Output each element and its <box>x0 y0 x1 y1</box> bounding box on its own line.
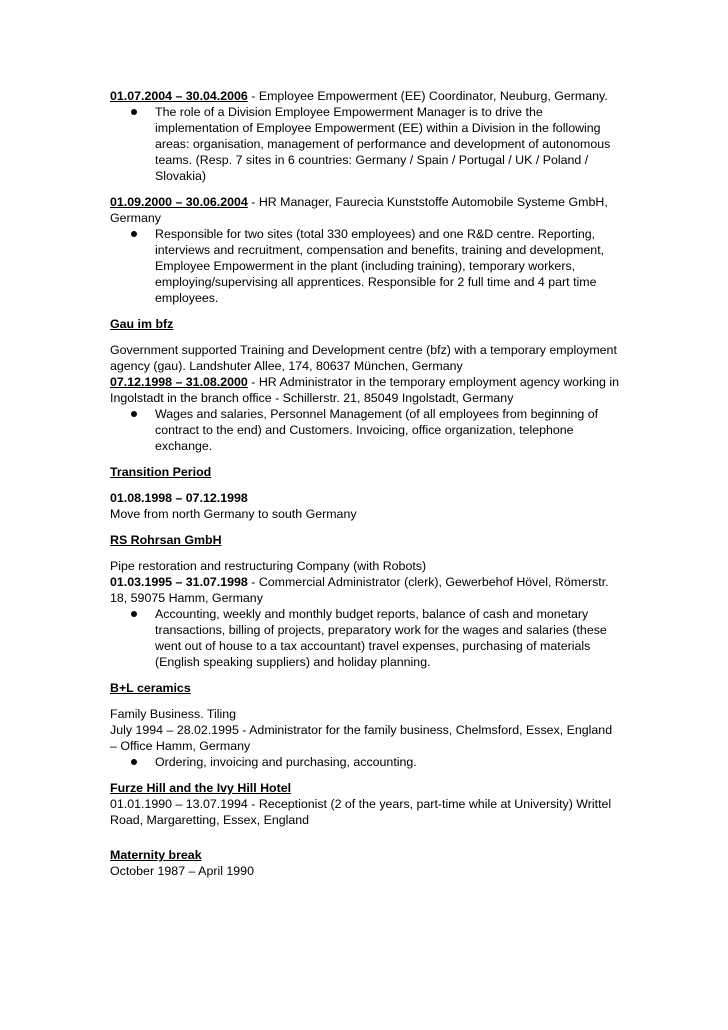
entry-title: July 1994 – 28.02.1995 - Administrator for the family business, Chelmsford, Essex, England – Office Hamm, Germany <box>110 723 613 753</box>
company-description: Family Business. Tiling <box>110 707 237 721</box>
entry-gau <box>110 342 622 454</box>
entry-date: 01.07.2004 – 30.04.2006 <box>110 89 248 103</box>
entry-transition <box>110 490 622 522</box>
list-item: The role of a Division Employee Empowerment Manager is to drive the implementation of Employee Empowerment (EE) within a Division in the following areas: organisation, management of performance and development of autonomous teams. (Resp. 7 sites in 6 countries: Germany / Spain / Portugal / UK / Poland / Slovakia) <box>110 104 622 184</box>
entry-maternity <box>110 847 622 879</box>
entry-date: 01.03.1995 – 31.07.1998 <box>110 575 248 589</box>
entry-title: - HR Manager, Faurecia Kunststoffe Automobile Systeme GmbH, Germany <box>110 195 608 225</box>
company-description: Government supported Training and Development centre (bfz) with a temporary employment agency (gau). Landshuter Allee, 174, 80637 München, Germany <box>110 343 617 373</box>
list-item: Wages and salaries, Personnel Management (of all employees from beginning of contract to the end) and Customers. Invoicing, office organization, telephone exchange. <box>110 406 622 454</box>
section-heading: Furze Hill and the Ivy Hill Hotel <box>110 781 292 795</box>
section-heading: Gau im bfz <box>110 317 174 331</box>
entry-bullets <box>110 606 622 670</box>
entry-ee-coordinator <box>110 88 622 184</box>
bullet-icon <box>131 759 137 765</box>
section-heading: B+L ceramics <box>110 681 191 695</box>
entry-bl-ceramics <box>110 706 622 770</box>
section-heading: RS Rohrsan GmbH <box>110 533 222 547</box>
entry-rohrsan <box>110 558 622 670</box>
bullet-icon <box>131 109 137 115</box>
entry-title: - Commercial Administrator (clerk), Gewerbehof Hövel, Römerstr. 18, 59075 Hamm, Germany <box>110 575 609 605</box>
bullet-icon <box>131 231 137 237</box>
list-item: Ordering, invoicing and purchasing, accounting. <box>110 754 622 770</box>
list-item: Responsible for two sites (total 330 employees) and one R&D centre. Reporting, interviews and recruitment, compensation and benefits, training and development, Employee Empowerment in the plant (including training), temporary workers, employing/supervising all apprentices. Responsible for 2 full time and 4 part time employees. <box>110 226 622 306</box>
section-heading: Maternity break <box>110 848 202 862</box>
entry-title: - Employee Empowerment (EE) Coordinator, Neuburg, Germany. <box>247 89 608 103</box>
entry-date: 01.08.1998 – 07.12.1998 <box>110 491 248 505</box>
entry-title: Move from north Germany to south Germany <box>110 507 357 521</box>
entry-date: 07.12.1998 – 31.08.2000 <box>110 375 248 389</box>
section-heading: Transition Period <box>110 465 212 479</box>
entry-bullets <box>110 104 622 184</box>
entry-bullets <box>110 226 622 306</box>
entry-title: October 1987 – April 1990 <box>110 864 254 878</box>
list-item: Accounting, weekly and monthly budget reports, balance of cash and monetary transactions, billing of projects, preparatory work for the wages and salaries (these went out of house to a tax accountant) travel expenses, purchasing of materials (English speaking suppliers) and holiday planning. <box>110 606 622 670</box>
entry-title: 01.01.1990 – 13.07.1994 - Receptionist (2 of the years, part-time while at University) Writtel Road, Margaretting, Essex, England <box>110 797 612 827</box>
entry-title: - HR Administrator in the temporary employment agency working in Ingolstadt in the branch office - Schillerstr. 21, 85049 Ingolstadt, Germany <box>110 375 619 405</box>
company-description: Pipe restoration and restructuring Company (with Robots) <box>110 559 427 573</box>
bullet-icon <box>131 411 137 417</box>
entry-bullets <box>110 754 622 770</box>
entry-hr-manager <box>110 194 622 306</box>
bullet-icon <box>131 611 137 617</box>
entry-bullets <box>110 406 622 454</box>
entry-date: 01.09.2000 – 30.06.2004 <box>110 195 248 209</box>
resume-content <box>110 88 622 879</box>
entry-furze-hill <box>110 780 622 828</box>
